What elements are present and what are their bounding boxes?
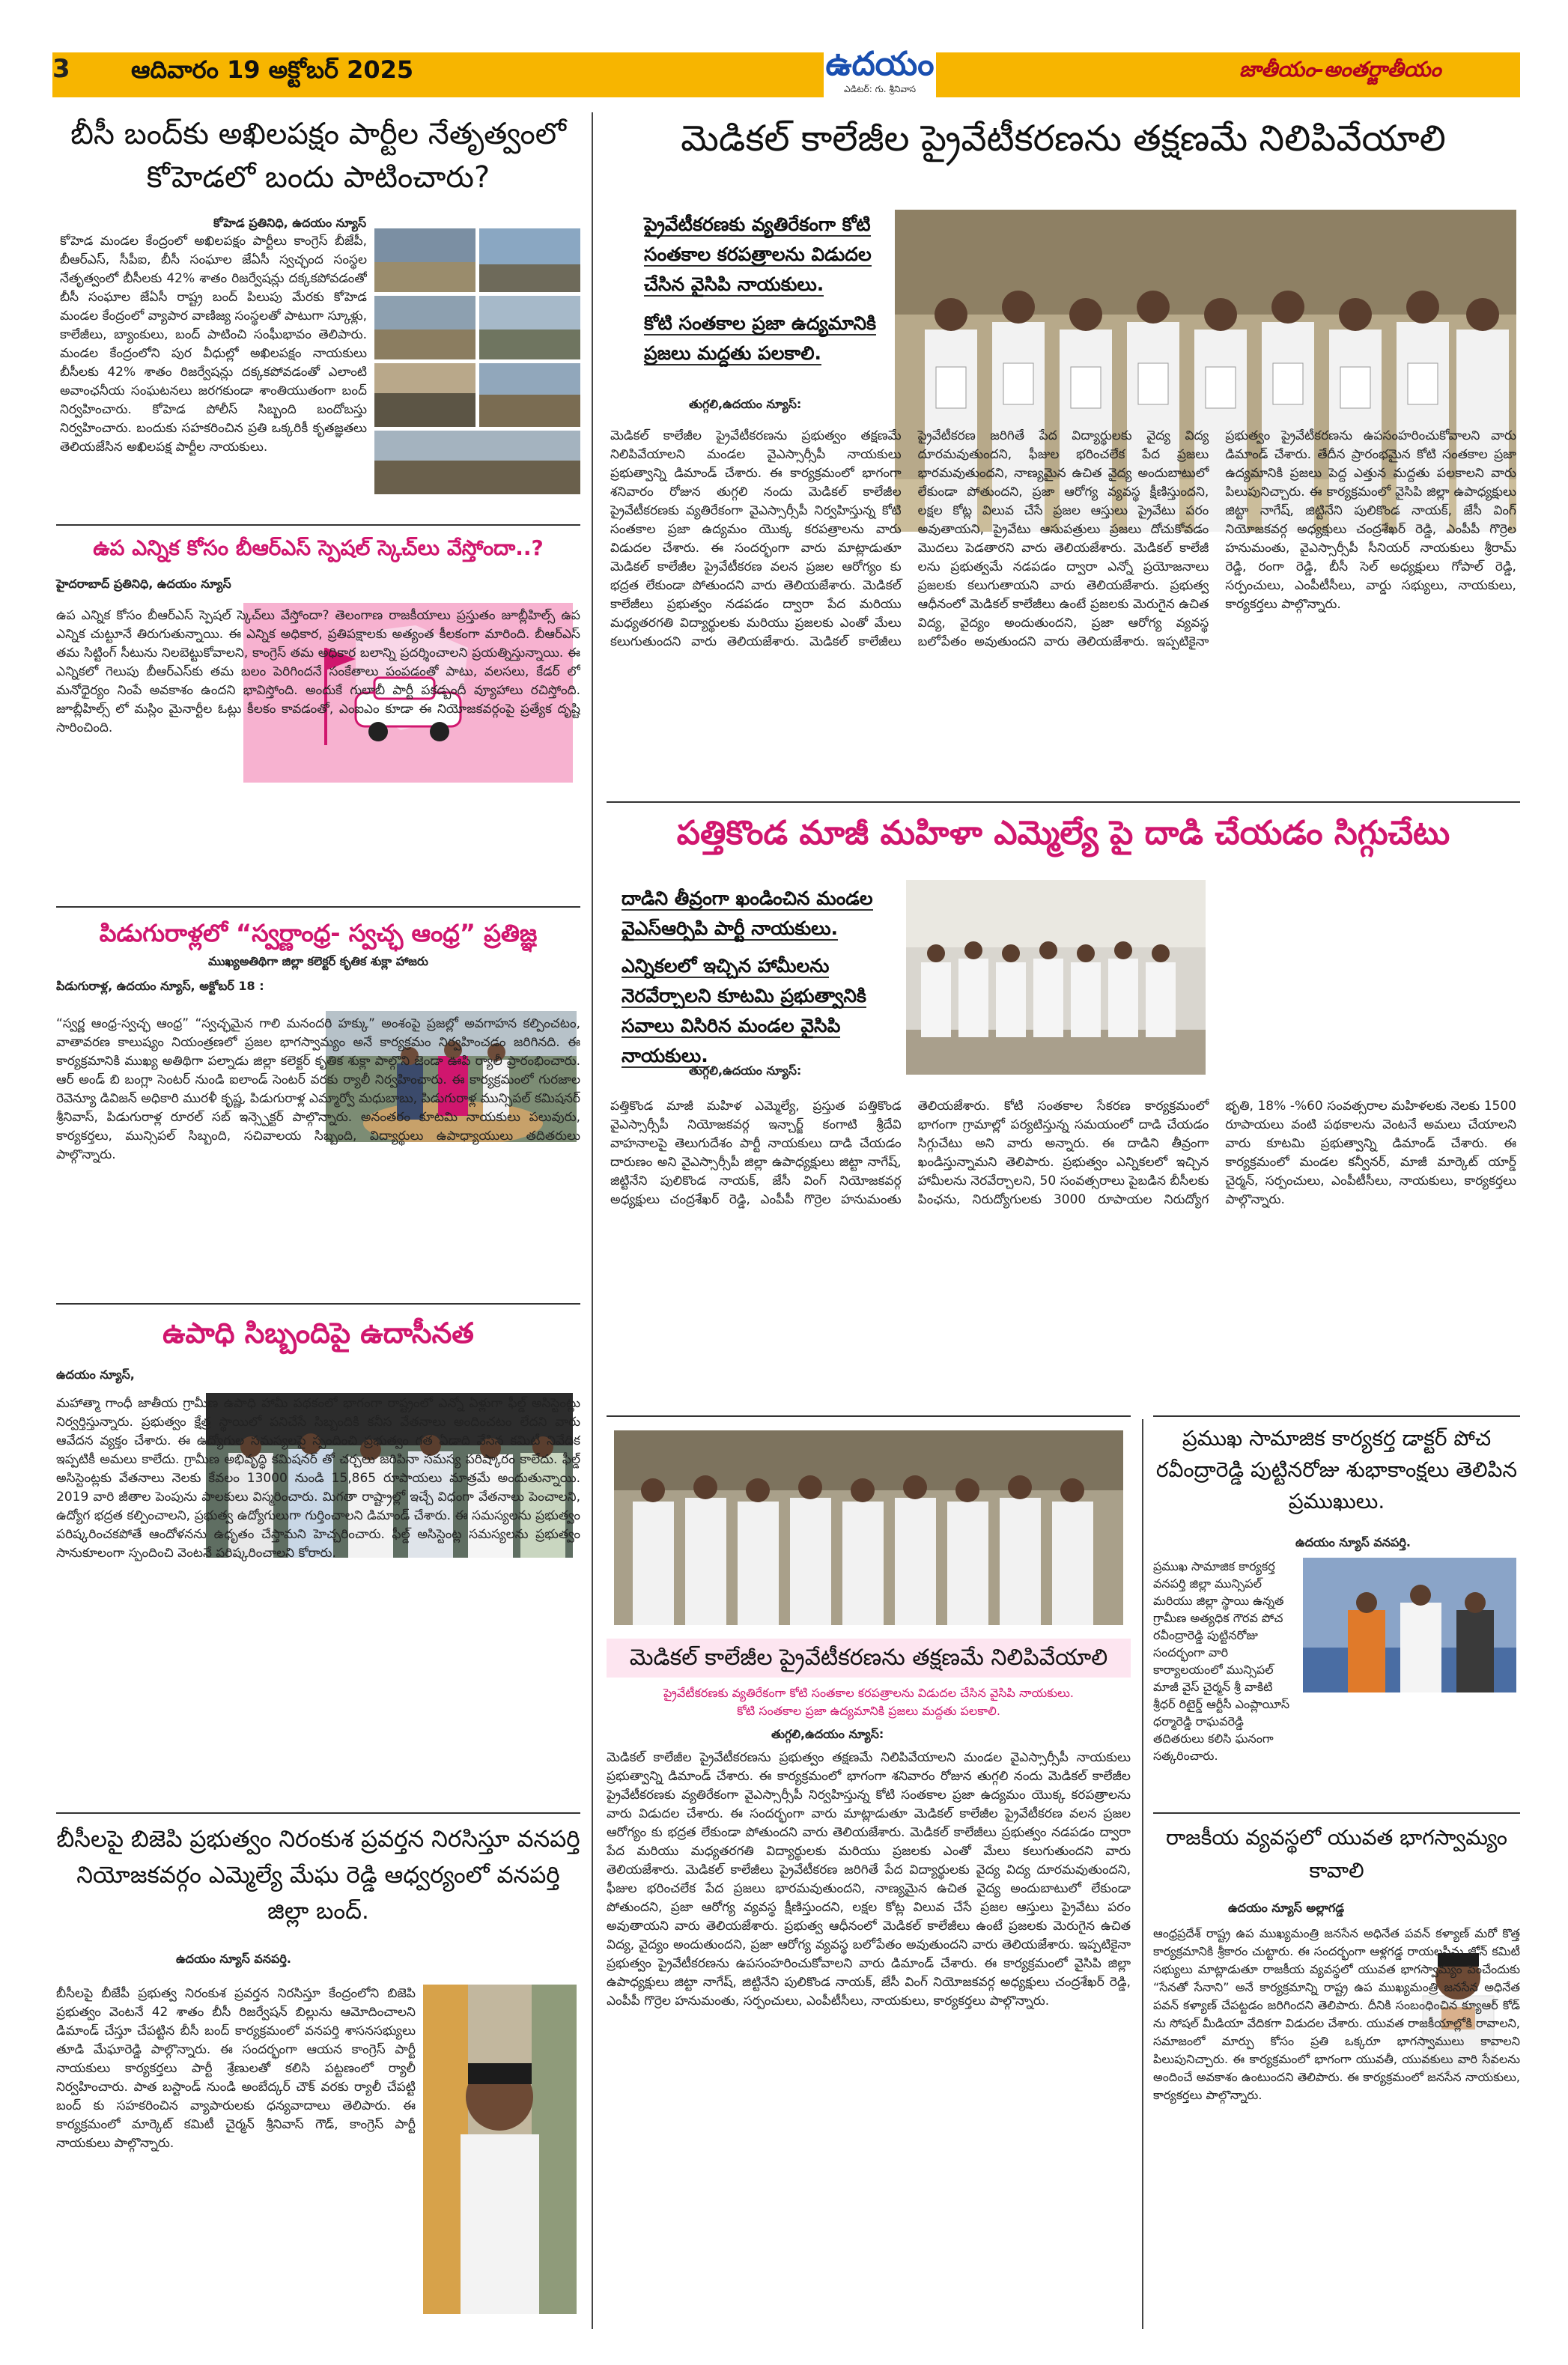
story-body: ఉప ఎన్నిక కోసం బీఆర్ఎస్ స్పెషల్ స్కెచ్‌లు వేస్తోందా? తెలంగాణ రాజకీయాలు ప్రస్తుతం జూబ్లీహిల్స్ ఉప ఎన్నిక చుట్టూనే తిరుగుతున్నాయి. ఈ ఎన్నిక అధికార, ప్రతిపక్షాలకు అత్యంత కీలకంగా మారింది. బీఆర్ఎస్ తమ సిట్టింగ్ సీటును నిలబెట్టుకోవాలని, కాంగ్రెస్ తమ అధికార బలాన్ని ప్రదర్శించాలని ప్రయత్నిస్తున్నాయి. ఈ ఎన్నికలో గెలుపు బీఆర్ఎస్‌కు తమ బలం పెరిగిందనే సంకేతాలు పంపడంతో పాటు, వలసలు, కేడర్ లో మనోధైర్యం నింపే అవకాశం ఉందని భావిస్తోంది. అందుకే గులాబీ పార్టీ పకడ్బందీ వ్యూహాలు రచిస్తోంది. జూబ్లీహిల్స్ లో మస్లిం మైనార్టీల ఓట్లు కీలకం కావడంతో, ఎంఐఎం కూడా ఈ నియోజకవర్గంపై ప్రత్యేక దృష్టి సారించింది. [56,608,580,735]
kicker-text: ప్రైవేటీకరణకు వ్యతిరేకంగా కోటి సంతకాల కరపత్రాలను విడుదల చేసిన వైసిపి నాయకులు. [644,213,872,295]
pattikonda-photo [906,880,1206,1075]
divider [56,524,580,526]
logo-tagline: ఎడిటర్: గు. శ్రీనివాస [843,84,917,94]
logo-text: ఉదయం [825,45,935,83]
story-byline: ఉదయం న్యూస్ వనపర్తి. [1295,1535,1411,1549]
story-headline: ప్రముఖ సామాజిక కార్యకర్త డాక్టర్ పోచ రవీంద్రారెడ్డి పుట్టినరోజు శుభాకాంక్షలు తెలిపిన ప్రముఖులు. [1155,1426,1518,1514]
story-headline: బీసీలపై బిజెపి ప్రభుత్వం నిరంకుశ ప్రవర్తన నిరసిస్తూ వనపర్తి నియోజకవర్గం ఎమ్మెల్యే మేఘ రెడ్డి ఆధ్వర్యంలో వనపర్తి జిల్లా బంద్. [56,1826,580,1925]
story-body: కోహెడ మండల కేంద్రంలో అఖిలపక్షం పార్టీలు కాంగ్రెస్ బీజేపీ, బీఆర్ఎస్, సీపీఐ, బీసీ సంఘాల జేఏసీ స్వచ్ఛంద సంస్థల నేతృత్వంలో బీసీలకు 42% శాతం రిజర్వేషన్లు దక్కకపోవడంతో బీసీ సంఘాల జేఏసీ రాష్ట్ర బంద్ పిలుపు మేరకు కోహెడ మండల కేంద్రంలో వ్యాపార వాణిజ్య సంస్థలతో పాటుగా స్కూళ్లు, కాలేజీలు, బ్యాంకులు, బంద్ పాటించి సంఘీభావం తెలిపారు. మండల కేంద్రంలోని పుర వీధుల్లో అఖిలపక్షం నాయకులు బీసీలకు 42% శాతం రిజర్వేషన్లు దక్కకపోవడంతో ఎలాంటి అవాంఛనీయ సంఘటనలు జరగకుండా శాంతియుతంగా బంద్ నిర్వహించారు. కోహెడ పోలీస్ సిబ్బంది బందోబస్తు నిర్వహించారు. బందుకు సహకరించిన ప్రతి ఒక్కరికీ కృతజ్ఞతలు తెలియజేసిన అఖిలపక్ష పార్టీల నాయకులు. [60,234,367,455]
story-kicker-2 [622,951,906,1071]
story-body: మెడికల్ కాలేజీల ప్రైవేటీకరణను ప్రభుత్వం తక్షణమే నిలిపివేయాలని మండల వైఎస్సార్సీపీ నాయకులు ప్రభుత్వాన్ని డిమాండ్ చేశారు. ఈ కార్యక్రమంలో భాగంగా శనివారం రోజున తుగ్గలి నందు మెడికల్ కాలేజీల ప్రైవేటీకరణకు వ్యతిరేకంగా వైఎస్సార్సీపీ నిర్వహిస్తున్న కోటి సంతకాల ప్రజా ఉద్యమం యొక్క కరపత్రాలను వారు విడుదల చేశారు. ఈ సందర్భంగా వారు మాట్లాడుతూ మెడికల్ కాలేజీల ప్రైవేటీకరణ వలన ప్రజల ఆరోగ్యం కు భద్రత లేకుండా పోతుందని వారు తెలియజేశారు. మెడికల్ కాలేజీలు ప్రభుత్వం నడపడం ద్వారా పేద మరియు మధ్యతరగతి విద్యార్థులకు మరియు ప్రజలకు ఎంతో మేలు కలుగుతుందని వారు తెలియజేశారు. మెడికల్ కాలేజీలు ప్రైవేటీకరణ జరిగితే పేద విద్యార్థులకు వైద్య విద్య దూరమవుతుందని, ఫీజుల భరించలేక పేద ప్రజలు భారమవుతుందని, నాణ్యమైన ఉచిత వైద్య అందుబాటులో లేకుండా పోతుందని, ప్రజా ఆరోగ్య వ్యవస్థ క్షీణిస్తుందని, లక్షల కోట్ల విలువ చేసే ప్రజల ఆస్తులు ప్రైవేటు పరం అవుతాయని, ప్రైవేటు ఆసుపత్రులు ప్రజలు దోచుకోవడం మొదలు పెడతారని వారు తెలియజేశారు. మెడికల్ కాలేజీ లను ప్రభుత్వమే నడపడం ద్వారా ఎన్నో ప్రయోజనాలు ప్రజలకు కలుగుతాయని వారు తెలియజేశారు. ప్రభుత్వ ఆధీనంలో మెడికల్ కాలేజీలు ఉంటే ప్రజలకు మెరుగైన ఉచిత విద్య, వైద్యం అందుతుందని, ప్రజా ఆరోగ్య వ్యవస్థ బలోపేతం అవుతుందని వారు తెలియజేశారు. ఇప్పటికైనా ప్రభుత్వం ప్రైవేటీకరణను ఉపసంహరించుకోవాలని వారు డిమాండ్ చేశారు. తేదీన ప్రారంభమైన కోటి సంతకాల ప్రజా ఉద్యమానికి ప్రజలు పెద్ద ఎత్తున మద్దతు పలకాలని వారు పిలుపునిచ్చారు. ఈ కార్యక్రమంలో వైసిపి జిల్లా ఉపాధ్యక్షులు జిట్టా నాగేష్, జిట్టినేని పులికొండ నాయక్, జేసీ వింగ్ నియోజకవర్గ అధ్యక్షులు చంద్రశేఖర్ రెడ్డి, ఎంపీపీ గొర్రెల హనుమంతు, వైఎస్సార్సీపీ సీనియర్ నాయకులు శ్రీరామ్ రెడ్డి, రంగా రెడ్డి, బీసీ సెల్ అధ్యక్షులు గోపాల్ రెడ్డి, సర్పంచులు, ఎంపీటీసీలు, వార్డు సభ్యులు, నాయకులు, కార్యకర్తలు పాల్గొన్నారు. [610,428,1516,649]
story-upadhi-staff [56,1303,580,1812]
birthday-felicitation-photo [1303,1558,1516,1692]
story-headline: రాజకీయ వ్యవస్థలో యువత భాగస్వామ్యం కావాలి [1166,1825,1507,1883]
story-subhead-1: ప్రైవేటీకరణకు వ్యతిరేకంగా కోటి సంతకాల కరపత్రాలను విడుదల చేసిన వైసిపి నాయకులు. [663,1686,1075,1700]
divider [607,1415,1131,1417]
story-byline: కోహెడ ప్రతినిధి, ఉదయం న్యూస్ [213,216,367,230]
kohed-photo-grid [374,228,580,494]
ycp-meeting-photo [906,880,1206,1075]
story-byline: తుగ్గలి,ఉదయం న్యూస్: [689,1063,802,1078]
story-byline: తుగ్గలి,ఉదయం న్యూస్: [771,1727,884,1741]
mla-megha-reddy-photo [423,1985,577,2314]
story-body: “స్వర్ణ ఆంధ్ర-స్వచ్ఛ ఆంధ్ర” “స్వచ్ఛమైన గాలి మనందరి హక్కు” అంశంపై ప్రజల్లో అవగాహన కల్పించటం, వాతావరణ కాలుష్యం నియంత్రణలో ప్రజల భాగస్వామ్యం అనే కార్యక్రమం నిర్వహించడం జరిగినది. ఈ కార్యక్రమానికి ముఖ్య అతిథిగా పల్నాడు జిల్లా కలెక్టర్ కృతిక శుక్లా పాల్గొని జెండా ఊపి ర్యాలీ ప్రారంభించారు. ఆర్ అండ్ బి బంగ్లా సెంటర్ నుండి ఐలాండ్ సెంటర్ వరకు ర్యాలీ నిర్వహించారు. ఈ కార్యక్రమంలో గురజాల రెవెన్యూ డివిజన్ అధికారి మురళీ కృష్ణ, పిడుగురాళ్ల ఎమ్మార్వో మధుబాబు, పిడుగురాళ్ల మున్సిపల్ కమిషనర్ శ్రీనివాస్, పిడుగురాళ్ల రూరల్ సబ్ ఇన్స్పెక్టర్ పాల్గొన్నారు. అనంతరం కూటమి నాయకులు పలువురు, కార్యకర్తలు, మున్సిపల్ సిబ్బంది, సచివాలయ సిబ్బంది, విద్యార్థులు ఉపాధ్యాయులు తదితరులు పాల్గొన్నారు. [56,1016,580,1162]
page-number: 3 [52,54,70,84]
story-headline: ఉప ఎన్నిక కోసం బీఆర్ఎస్ స్పెషల్ స్కెచ్‌లు వేస్తోందా..? [93,535,544,560]
story-pattikonda-attack [607,801,1520,1415]
story-headline [56,917,580,950]
section-title: జాతీయం-అంతర్జాతీయం [1239,57,1441,82]
story-swarnandhra-pledge [56,906,580,1296]
column-divider [592,112,593,2329]
story-headline: ఉపాధి సిబ్బందిపై ఉదాసీనత [162,1317,474,1350]
ycp-leaders-pamphlet-photo-2 [614,1430,1123,1625]
kicker-text: కోటి సంతకాల ప్రజా ఉద్యమానికి ప్రజలు మద్దతు పలకాలి. [644,312,877,364]
story-headline: మెడికల్ కాలేజీల ప్రైవేటీకరణను తక్షణమే నిలిపివేయాలి [607,1639,1131,1678]
divider [1153,1415,1520,1417]
story-kicker-1 [644,210,914,300]
story-youth-participation [1153,1812,1520,2329]
divider [607,801,1520,803]
story-body: బీసీలపై బీజేపీ ప్రభుత్వ నిరంకుశ ప్రవర్తన నిరసిస్తూ కేంద్రంలోని బిజెపి ప్రభుత్వం వెంటనే 42 శాతం బీసీ రిజర్వేషన్ బిల్లును ఆమోదించాలని డిమాండ్ చేస్తూ చేపట్టిన బీసీ బంద్ కార్యక్రమంలో వనపర్తి శాసనసభ్యులు తూడి మేఘారెడ్డి పాల్గొన్నారు. ఈ సందర్భంగా ఆయన కాంగ్రెస్ పార్టీ నాయకులు కార్యకర్తలు పార్టీ శ్రేణులతో కలిసి పట్టణంలో ర్యాలీ నిర్వహించారు. పాత బస్టాండ్ నుండి అంబేద్కర్ చౌక్ వరకు ర్యాలీ చేపట్టి బంద్ కు సహకరించిన వ్యాపారులకు ధన్యవాదాలు తెలిపారు. ఈ కార్యక్రమంలో మార్కెట్ కమిటీ చైర్మన్ శ్రీనివాస్ గౌడ్, కాంగ్రెస్ పార్టీ నాయకులు పాల్గొన్నారు. [56,1986,416,2151]
headline-part-1: పిడుగురాళ్లలో [99,919,228,947]
story-birthday-wishes [1153,1415,1520,1805]
story-bc-bandh [56,112,580,517]
story-byline: తుగ్గలి,ఉదయం న్యూస్: [689,397,802,411]
story-body: మహాత్మా గాంధీ జాతీయ గ్రామీణ ఉపాధి హామీ పథకంలో భాగంగా రాష్ట్రంలో ఎన్నో ఏళ్లుగా ఫీల్డ్ అసిస్టెంట్లు నిర్వర్తిస్తున్నారు. ప్రభుత్వం క్షేత్ర స్థాయిలో పనిచేసే సిబ్బందికి కనీస వేతనాలు అందించటం లేదని వారు ఆవేదన వ్యక్తం చేశారు. ఈ ఉద్యోగుల సమస్యలపై స్పందించి ప్రభుత్వం గత ఏడాది వేసిన కమిటీ నివేదిక ఇప్పటికీ అమలు కాలేదు. గ్రామీణ అభివృద్ధి కమిషనర్ తో చర్చలు జరిపినా సమస్య పరిష్కారం కాలేదు. ఫీల్డ్ అసిస్టెంట్లకు వేతనాలు నెలకు కేవలం 13000 నుండి 15,865 రూపాయలు మాత్రమే అందుతున్నాయి. 2019 వారి జీతాల పెంపును పాలకులు విస్మరించారు. మిగతా రాష్ట్రాల్లో ఇచ్చే విధంగా వేతనాలు పెంచాలని, ఉద్యోగ భద్రత కల్పించాలని, ప్రభుత్వ ఉద్యోగులుగా గుర్తించాలని డిమాండ్ చేశారు. ఈ సమస్యలను ప్రభుత్వం పరిష్కరించకపోతే ఆందోళనను ఉధృతం చేస్తామని హెచ్చరించారు. ఫీల్డ్ అసిస్టెంట్ల సమస్యలను ప్రభుత్వం సానుకూలంగా స్పందించి వెంటనే పరిష్కరించాలని కోరారు. [56,1396,580,1561]
story-kicker-1 [622,884,906,944]
divider [1153,1812,1520,1814]
story-headline: బీసీ బంద్‌కు అఖిలపక్షం పార్టీల నేతృత్వంలో కోహెడలో బందు పాటించారు? [70,117,566,195]
story-wanaparthy-bandh [56,1812,580,2322]
medical-photo-2 [614,1430,1123,1625]
mla-photo [423,1985,577,2314]
story-byline: ఉదయం న్యూస్ అల్లాగడ్డ [1228,1901,1345,1915]
story-brs-byelection [56,524,580,899]
story-kicker-2 [644,309,914,368]
story-subhead-2: కోటి సంతకాల ప్రజా ఉద్యమానికి ప్రజలు మద్దతు పలకాలి. [737,1704,1000,1718]
story-body: మెడికల్ కాలేజీల ప్రైవేటీకరణను ప్రభుత్వం తక్షణమే నిలిపివేయాలని మండల వైఎస్సార్సీపీ నాయకులు ప్రభుత్వాన్ని డిమాండ్ చేశారు. ఈ కార్యక్రమంలో భాగంగా శనివారం రోజున తుగ్గలి నందు మెడికల్ కాలేజీల ప్రైవేటీకరణకు వ్యతిరేకంగా వైఎస్సార్సీపీ నిర్వహిస్తున్న కోటి సంతకాల ప్రజా ఉద్యమం యొక్క కరపత్రాలను వారు విడుదల చేశారు. ఈ సందర్భంగా వారు మాట్లాడుతూ మెడికల్ కాలేజీల ప్రైవేటీకరణ వలన ప్రజల ఆరోగ్యం కు భద్రత లేకుండా పోతుందని వారు తెలియజేశారు. మెడికల్ కాలేజీలు ప్రభుత్వం నడపడం ద్వారా పేద మరియు మధ్యతరగతి విద్యార్థులకు మరియు ప్రజలకు ఎంతో మేలు కలుగుతుందని వారు తెలియజేశారు. మెడికల్ కాలేజీలు ప్రైవేటీకరణ జరిగితే పేద విద్యార్థులకు వైద్య విద్య దూరమవుతుందని, ఫీజుల భరించలేక పేద ప్రజలు భారమవుతుందని, నాణ్యమైన ఉచిత వైద్య అందుబాటులో లేకుండా పోతుందని, ప్రజా ఆరోగ్య వ్యవస్థ క్షీణిస్తుందని, లక్షల కోట్ల విలువ చేసే ప్రజల ఆస్తులు ప్రైవేటు పరం అవుతాయని వారు తెలియజేశారు. ప్రభుత్వ ఆధీనంలో మెడికల్ కాలేజీలు ఉంటే ప్రజలకు మెరుగైన ఉచిత విద్య, వైద్యం అందుతుందని, ప్రజా ఆరోగ్య వ్యవస్థ బలోపేతం అవుతుందని వారు తెలియజేశారు. ఇప్పటికైనా ప్రభుత్వం ప్రైవేటీకరణను ఉపసంహరించుకోవాలని వారు డిమాండ్ చేశారు. ఈ కార్యక్రమంలో వైసిపి జిల్లా ఉపాధ్యక్షులు జిట్టా నాగేష్, జిట్టినేని పులికొండ నాయక్, జేసీ వింగ్ నియోజకవర్గ అధ్యక్షులు చంద్రశేఖర్ రెడ్డి, ఎంపీపీ గొర్రెల హనుమంతు, సర్పంచులు, ఎంపీటీసీలు, నాయకులు, కార్యకర్తలు పాల్గొన్నారు. [607,1750,1131,2009]
story-body: ఆంధ్రప్రదేశ్ రాష్ట్ర ఉప ముఖ్యమంత్రి జనసేన అధినేత పవన్ కళ్యాణ్ మరో కొత్త కార్యక్రమానికి శ్రీకారం చుట్టారు. ఈ సందర్భంగా ఆళ్లగడ్డ రాయలసీమ జోన్ కమిటీ సభ్యులు మాట్లాడుతూ రాజకీయ వ్యవస్థలో యువత భాగస్వామ్యం పెంచేందుకు “సేనతో సేనాని” అనే కార్యక్రమాన్ని రాష్ట్ర ఉప ముఖ్యమంత్రి జనసేన అధినేత పవన్ కళ్యాణ్ చేపట్టడం జరిగిందని తెలిపారు. దీనికి సంబంధించిన క్యూఆర్ కోడ్ ను సోషల్ మీడియా వేదికగా విడుదల చేశారు. యువత రాజకీయాల్లోకి రావాలని, సమాజంలో మార్పు కోసం ప్రతి ఒక్కరూ భాగస్వాములు కావాలని పిలుపునిచ్చారు. ఈ కార్యక్రమంలో భాగంగా యువతీ, యువకులు వారి సేవలను అందించే అవకాశం ఉంటుందని తెలిపారు. ఈ కార్యక్రమంలో జనసేన నాయకులు, కార్యకర్తలు పాల్గొన్నారు. [1153,1926,1520,2102]
story-medical-colleges-top [607,112,1520,801]
birthday-photo [1303,1558,1516,1692]
story-byline: ఉదయం న్యూస్, [56,1367,135,1382]
headline-part-2: ప్రతిజ్ఞ [484,919,538,947]
headline-quote: “స్వర్ణాంధ్ర- స్వచ్ఛ ఆంధ్ర” [236,919,475,947]
story-headline: పత్తికొండ మాజీ మహిళా ఎమ్మెల్యే పై దాడి చేయడం సిగ్గుచేటు [676,814,1450,852]
story-subhead: ముఖ్యఅతిథిగా జిల్లా కలెక్టర్ కృతిక శుక్లా హాజరు [208,954,428,968]
story-body: ప్రముఖ సామాజిక కార్యకర్త వనపర్తి జిల్లా మున్సిపల్ మరియు జిల్లా స్థాయి ఉన్నత గ్రామీణ అత్యధిక గౌరవ పోచ రవీంద్రారెడ్డి పుట్టినరోజు సందర్భంగా వారి కార్యాలయంలో మున్సిపల్ మాజీ వైస్ చైర్మన్ శ్రీ వాకిటి శ్రీధర్ రిటైర్డ్ ఆర్టీసీ ఎంప్లాయీస్ ధర్మారెడ్డి రాఘవరెడ్డి తదితరులు కలిసి ఘనంగా సత్కరించారు. [1153,1559,1290,1763]
kicker-text: ఎన్నికలలో ఇచ్చిన హామీలను నెరవేర్చాలని కూటమి ప్రభుత్వానికి సవాలు విసిరిన మండల వైసిపి నాయకులు. [622,955,866,1066]
kicker-text: దాడిని తీవ్రంగా ఖండించిన మండల వైఎస్ఆర్సిపి పార్టీ నాయకులు. [622,887,873,939]
story-headline: మెడికల్ కాలేజీల ప్రైవేటీకరణను తక్షణమే నిలిపివేయాలి [681,118,1446,160]
kohed-bandh-photos [374,228,580,494]
story-medical-colleges-bottom [607,1415,1131,2329]
issue-date: ఆదివారం 19 అక్టోబర్ 2025 [131,55,414,84]
newspaper-logo [824,45,936,100]
story-byline: పిడుగురాళ్ల, ఉదయం న్యూస్, అక్టోబర్ 18 : [56,979,264,993]
divider [56,1303,580,1305]
story-body: పత్తికొండ మాజీ మహిళ ఎమ్మెల్యే, ప్రస్తుత పత్తికొండ వైఎస్సార్సీపీ నియోజకవర్గ ఇన్చార్జ్ కంగాటి శ్రీదేవి వాహనాలపై తెలుగుదేశం పార్టీ నాయకులు దాడి చేయడం దారుణం అని వైఎస్సార్సీపీ జిల్లా ఉపాధ్యక్షులు జిట్టా నాగేష్, జిట్టినేని పులికొండ నాయక్, జేసీ వింగ్ నియోజకవర్గ అధ్యక్షులు చంద్రశేఖర్ రెడ్డి, ఎంపీపీ గొర్రెల హనుమంతు తెలియజేశారు. కోటి సంతకాల సేకరణ కార్యక్రమంలో భాగంగా గ్రామాల్లో పర్యటిస్తున్న సమయంలో దాడి చేయడం సిగ్గుచేటు అని వారు అన్నారు. ఈ దాడిని తీవ్రంగా ఖండిస్తున్నామని తెలిపారు. ప్రభుత్వం ఎన్నికలలో ఇచ్చిన హామీలను నెరవేర్చాలని, 50 సంవత్సరాలు పైబడిన బీసీలకు పింఛను, నిరుద్యోగులకు 3000 రూపాయల నిరుద్యోగ భృతి, 18% -%60 సంవత్సరాల మహిళలకు నెలకు 1500 రూపాయలు వంటి పథకాలను వెంటనే అమలు చేయాలని వారు కూటమి ప్రభుత్వాన్ని డిమాండ్ చేశారు. ఈ కార్యక్రమంలో మండల కన్వీనర్, మాజీ మార్కెట్ యార్డ్ చైర్మన్, సర్పంచులు, ఎంపీటీసీలు, నాయకులు, కార్యకర్తలు పాల్గొన్నారు. [610,1099,1516,1207]
divider [56,1812,580,1814]
story-byline: హైదరాబాద్ ప్రతినిధి, ఉదయం న్యూస్ [56,577,231,591]
divider [56,906,580,908]
story-byline: ఉదయం న్యూస్ వనపర్తి. [176,1952,291,1966]
column-divider [1142,1419,1143,2329]
